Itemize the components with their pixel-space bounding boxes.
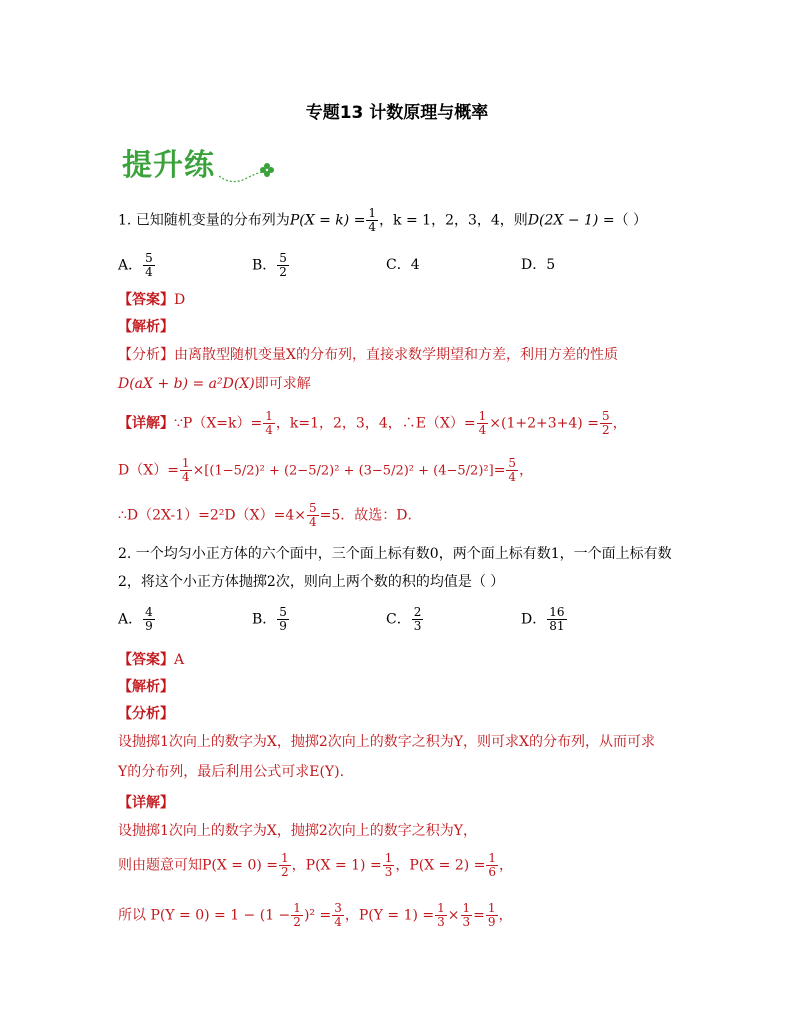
- clover-decoration-icon: [217, 158, 277, 188]
- q2-detail-line1: 设抛掷1次向上的数字为X，抛掷2次向上的数字之积为Y，: [118, 823, 478, 839]
- section-logo-text: 提升练: [122, 148, 215, 183]
- q1-detail-line1: 【详解】∵P（X=k）= $\frac{1}{4}$ ，k=1，2，3，4，∴E（X）= $\frac{1}{4}$ ×(1+2+3+4) = $\frac{5}{2}$ ，: [118, 409, 627, 437]
- q1-stem: 1. 已知随机变量的分布列为P(X = k) = $\frac{1}{4}$ ，k = 1，2，3，4，则D(2X − 1) =（ ）: [118, 206, 648, 234]
- q1-answer: 【答案】D: [118, 292, 186, 308]
- q2-detail-line2: 则由题意可知P(X = 0) = $\frac{1}{2}$ ，P(X = 1) = $\frac{1}{3}$ ，P(X = 2) = $\frac{1}{6}$ ，: [118, 851, 514, 879]
- q2-detail-line3: 所以 P(Y = 0) = 1 − (1 − $\frac{1}{2}$ )² = $\frac{3}{4}$ ，P(Y = 1) = $\frac{1}{3}$ × $\frac{1}{3}$ = $\frac{1}{9}$ ，: [118, 901, 513, 929]
- q2-answer: 【答案】A: [118, 652, 185, 668]
- q2-jiexi-label: 【解析】: [118, 679, 174, 695]
- q2-option-b: B． $\frac{5}{9}$: [252, 605, 287, 633]
- q1-option-d: D．5: [521, 257, 556, 273]
- q1-jiexi-label: 【解析】: [118, 319, 174, 335]
- q2-analysis-line1: 设抛掷1次向上的数字为X，抛掷2次向上的数字之积为Y，则可求X的分布列，从而可求: [118, 734, 655, 750]
- q2-option-c: C． $\frac{2}{3}$: [386, 605, 422, 633]
- q2-option-a: A． $\frac{4}{9}$: [118, 605, 153, 633]
- q2-analysis-line2: Y的分布列，最后利用公式可求E(Y).: [118, 764, 345, 780]
- q1-detail-line2: D（X）= $\frac{1}{4}$ ×[(1−5/2)² + (2−5/2)² + (3−5/2)² + (4−5/2)²]= $\frac{5}{4}$ ，: [118, 456, 534, 484]
- q2-fenxi-label: 【分析】: [118, 706, 174, 722]
- page-title: 专题13 计数原理与概率: [305, 103, 489, 123]
- q1-option-a: A． $\frac{5}{4}$: [118, 251, 153, 279]
- q1-analysis: 【分析】由离散型随机变量X的分布列，直接求数学期望和方差，利用方差的性质: [118, 347, 618, 363]
- q2-option-d: D． $\frac{16}{81}$: [521, 605, 565, 633]
- q1-detail-line3: ∴D（2X-1）=2²D（X）=4× $\frac{5}{4}$ =5．故选：D．: [118, 501, 422, 529]
- q2-stem-line2: 2，将这个小正方体抛掷2次，则向上两个数的积的均值是（ ）: [118, 574, 505, 590]
- q1-option-c: C．4: [386, 257, 420, 273]
- q2-stem-line1: 2. 一个均匀小正方体的六个面中，三个面上标有数0，两个面上标有数1，一个面上标有数: [118, 546, 672, 562]
- q1-analysis-formula: D(aX + b) = a²D(X)即可求解: [118, 376, 311, 392]
- q1-option-b: B． $\frac{5}{2}$: [252, 251, 287, 279]
- q2-detail-label: 【详解】: [118, 795, 174, 811]
- section-logo: [122, 140, 272, 190]
